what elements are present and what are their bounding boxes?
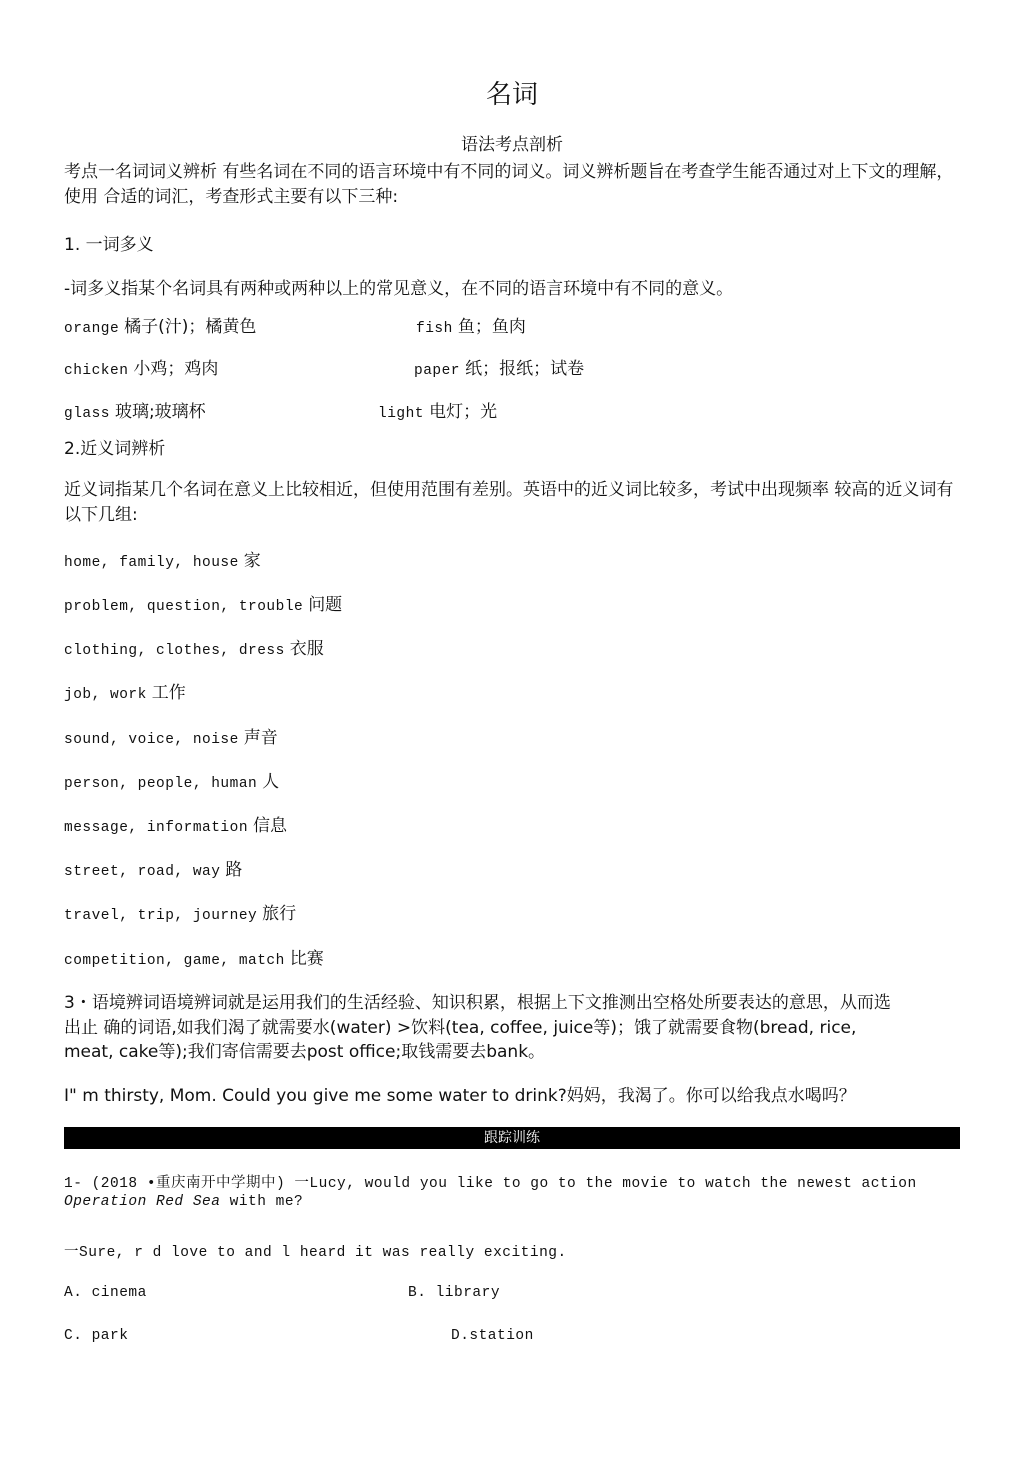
synonym-group	[64, 634, 324, 659]
intro-paragraph: 考点一名词词义辨析 有些名词在不同的语言环境中有不同的词义。词义辨析题旨在考查学生能否通过对上下文的理解，使用 合适的词汇，考查形式主要有以下三种:	[64, 162, 954, 207]
synonym-en: problem, question, trouble	[64, 599, 304, 615]
synonym-group	[64, 723, 278, 748]
synonym-group	[64, 546, 261, 571]
synonym-en: job, work	[64, 687, 147, 703]
synonym-group	[64, 944, 324, 969]
synonym-cn: 人	[262, 772, 280, 792]
pair-left-cn: 橘子(汁)；橘黄色	[124, 317, 257, 337]
synonym-group	[64, 811, 287, 836]
section3-line: 出止 确的词语,如我们渴了就需要水(water) >饮料(tea, coffee, juice等)；饿了就需要食物(bread, rice,	[64, 1018, 857, 1038]
pair-left-cn: 玻璃;玻璃杯	[114, 402, 206, 422]
pair-right-en: light	[378, 406, 425, 422]
option-d: D.station	[451, 1328, 534, 1344]
pair-right-en: fish	[416, 321, 453, 337]
synonym-en: travel, trip, journey	[64, 908, 258, 924]
synonym-en: person, people, human	[64, 776, 258, 792]
synonym-cn: 路	[225, 860, 243, 880]
option-b: B. library	[408, 1285, 501, 1301]
section2-desc: 近义词指某几个名词在意义上比较相近，但使用范围有差别。英语中的近义词比较多，考试中出现频率 较高的近义词有以下几组:	[64, 480, 954, 525]
synonym-cn: 比赛	[289, 949, 324, 969]
section3-line: meat, cake等);我们寄信需要去post office;取钱需要去bank。	[64, 1042, 546, 1062]
question-line	[64, 1194, 303, 1210]
pair-right-cn: 电灯；光	[429, 402, 498, 422]
example-sentence: I" m thirsty, Mom. Could you give me some water to drink?妈妈，我渴了。你可以给我点水喝吗？	[64, 1086, 856, 1106]
pair-left-cn: 小鸡；鸡肉	[133, 359, 219, 379]
section1-heading: 1. 一词多义	[64, 235, 154, 255]
pair-right	[416, 312, 526, 337]
pair-row	[64, 354, 218, 379]
pair-right-cn: 纸；报纸；试卷	[465, 359, 585, 379]
synonym-cn: 衣服	[289, 639, 324, 659]
synonym-cn: 声音	[243, 728, 278, 748]
page-subtitle: 语法考点剖析	[461, 135, 563, 155]
section3-line: 3・语境辨词语境辨词就是运用我们的生活经验、知识积累，根据上下文推测出空格处所要表达的意思，从而选	[64, 993, 891, 1013]
movie-title: Operation Red Sea	[64, 1194, 221, 1210]
synonym-group	[64, 590, 342, 615]
option-c: C. park	[64, 1328, 129, 1344]
synonym-cn: 问题	[308, 595, 343, 615]
pair-right-cn: 鱼；鱼肉	[457, 317, 526, 337]
synonym-cn: 信息	[252, 816, 287, 836]
pair-right	[414, 354, 584, 379]
synonym-group	[64, 899, 296, 924]
synonym-en: street, road, way	[64, 864, 221, 880]
pair-row	[64, 397, 206, 422]
pair-left-en: glass	[64, 406, 111, 422]
question-line-rest: with me?	[220, 1194, 304, 1210]
option-a: A. cinema	[64, 1285, 147, 1301]
synonym-en: sound, voice, noise	[64, 732, 239, 748]
practice-section-bar: 跟踪训练	[64, 1127, 960, 1149]
section2-heading: 2.近义词辨析	[64, 439, 166, 459]
section1-desc: -词多义指某个名词具有两种或两种以上的常见意义，在不同的语言环境中有不同的意义。	[64, 279, 734, 299]
question-line: 1- (2018 •重庆南开中学期中) 一Lucy, would you like to go to the movie to watch the newest action	[64, 1176, 917, 1192]
synonym-en: clothing, clothes, dress	[64, 643, 285, 659]
synonym-en: message, information	[64, 820, 249, 836]
synonym-en: competition, game, match	[64, 953, 285, 969]
synonym-en: home, family, house	[64, 555, 239, 571]
synonym-group	[64, 855, 242, 880]
pair-left-en: chicken	[64, 363, 129, 379]
pair-right	[378, 397, 497, 422]
answer-line: 一Sure, r d love to and l heard it was really exciting.	[64, 1245, 567, 1261]
synonym-cn: 旅行	[262, 904, 297, 924]
pair-row	[64, 312, 256, 337]
synonym-group	[64, 767, 279, 792]
synonym-group	[64, 678, 186, 703]
synonym-cn: 家	[243, 551, 261, 571]
synonym-cn: 工作	[151, 683, 186, 703]
pair-left-en: orange	[64, 321, 120, 337]
page-title: 名词	[485, 80, 538, 110]
pair-right-en: paper	[414, 363, 461, 379]
